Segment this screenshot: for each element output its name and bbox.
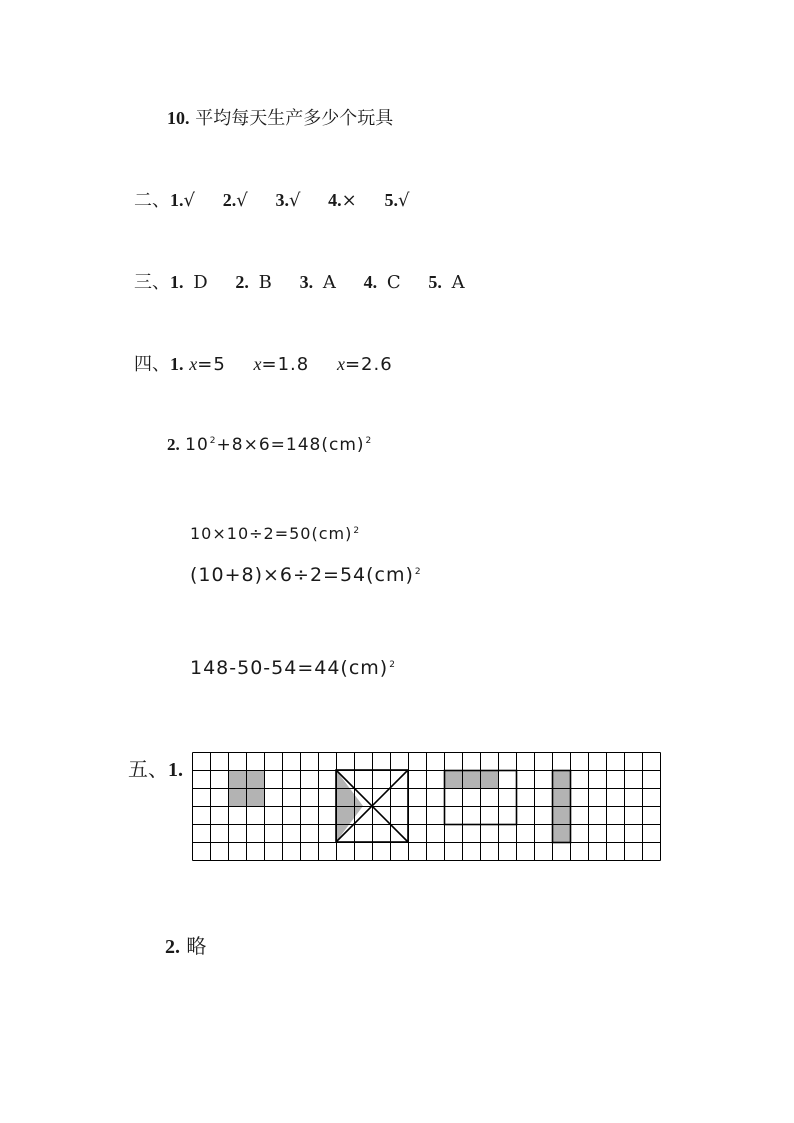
eq-term: +8×6=148(cm) xyxy=(216,435,365,455)
eq-term: (10+8)×6÷2=54(cm) xyxy=(190,564,414,586)
shaded-cell xyxy=(445,771,463,789)
answer-choice: B xyxy=(258,272,272,293)
question-number: 2. xyxy=(167,435,180,454)
question-number: 2. xyxy=(235,272,249,292)
question-number: 5. xyxy=(428,272,442,292)
solution-1: =5 xyxy=(197,354,226,375)
shaded-cell xyxy=(553,771,571,789)
answer-choice: D xyxy=(193,272,208,293)
shaded-cell xyxy=(229,789,247,807)
solution-2: =1.8 xyxy=(261,354,310,375)
answer-mark: √ xyxy=(397,190,410,211)
question-number: 1. xyxy=(170,354,184,374)
question-number: 1. xyxy=(170,190,184,210)
question-number: 4. xyxy=(328,190,342,210)
question-number: 3. xyxy=(299,272,314,292)
question-number: 2. xyxy=(165,936,180,958)
exponent: 2 xyxy=(209,436,217,447)
shaded-cell xyxy=(247,789,265,807)
section-prefix: 五、 xyxy=(128,757,168,781)
shaded-cell xyxy=(463,771,481,789)
question-number: 2. xyxy=(222,190,237,210)
answer-text: 平均每天生产多少个玩具 xyxy=(195,108,394,129)
answer-mark: √ xyxy=(183,190,195,211)
equation-line-1 xyxy=(167,435,372,455)
answer-choice: A xyxy=(322,272,336,293)
solution-3: =2.6 xyxy=(344,354,393,375)
exponent: 2 xyxy=(414,566,422,577)
answer-grid xyxy=(192,752,662,862)
section-3-answers xyxy=(134,268,487,294)
question-number: 4. xyxy=(363,272,378,292)
answer-choice: A xyxy=(451,272,465,293)
eq-term: 10×10÷2=50(cm) xyxy=(190,524,353,543)
shaded-cell xyxy=(229,771,247,789)
eq-term: 10 xyxy=(185,435,209,455)
section-5-label xyxy=(128,753,183,782)
shaded-cell xyxy=(553,807,571,825)
section-prefix: 三、 xyxy=(134,272,170,293)
shaded-cell xyxy=(553,789,571,807)
variable: x xyxy=(189,354,198,374)
shaded-cell xyxy=(553,825,571,843)
exponent: 2 xyxy=(365,436,373,447)
answer-10 xyxy=(167,104,393,130)
answer-choice: C xyxy=(386,272,401,293)
question-number: 1. xyxy=(168,759,183,781)
section-prefix: 二、 xyxy=(134,190,170,211)
answer-mark: × xyxy=(341,190,357,211)
answer-mark: √ xyxy=(288,190,301,211)
answer-text: 略 xyxy=(186,934,207,958)
question-number: 5. xyxy=(384,190,398,210)
variable: x xyxy=(336,354,345,374)
question-number: 1. xyxy=(170,272,184,292)
question-number: 3. xyxy=(275,190,289,210)
answer-mark: √ xyxy=(236,190,248,211)
equation-line-3 xyxy=(190,564,422,586)
question-number: 10. xyxy=(167,108,190,128)
eq-term: 148-50-54=44(cm) xyxy=(190,657,389,679)
section-2-answers xyxy=(134,186,431,212)
section-5-q2 xyxy=(165,930,206,959)
shaded-cell xyxy=(481,771,499,789)
exponent: 2 xyxy=(389,659,396,670)
equation-text xyxy=(185,435,372,455)
grid-lines xyxy=(193,753,661,861)
equation-line-2 xyxy=(190,524,360,543)
shaded-cell xyxy=(247,771,265,789)
section-prefix: 四、 xyxy=(134,354,170,375)
section-4-answers xyxy=(134,350,393,376)
exponent: 2 xyxy=(353,525,361,536)
equation-line-4 xyxy=(190,657,396,679)
variable: x xyxy=(253,354,262,374)
